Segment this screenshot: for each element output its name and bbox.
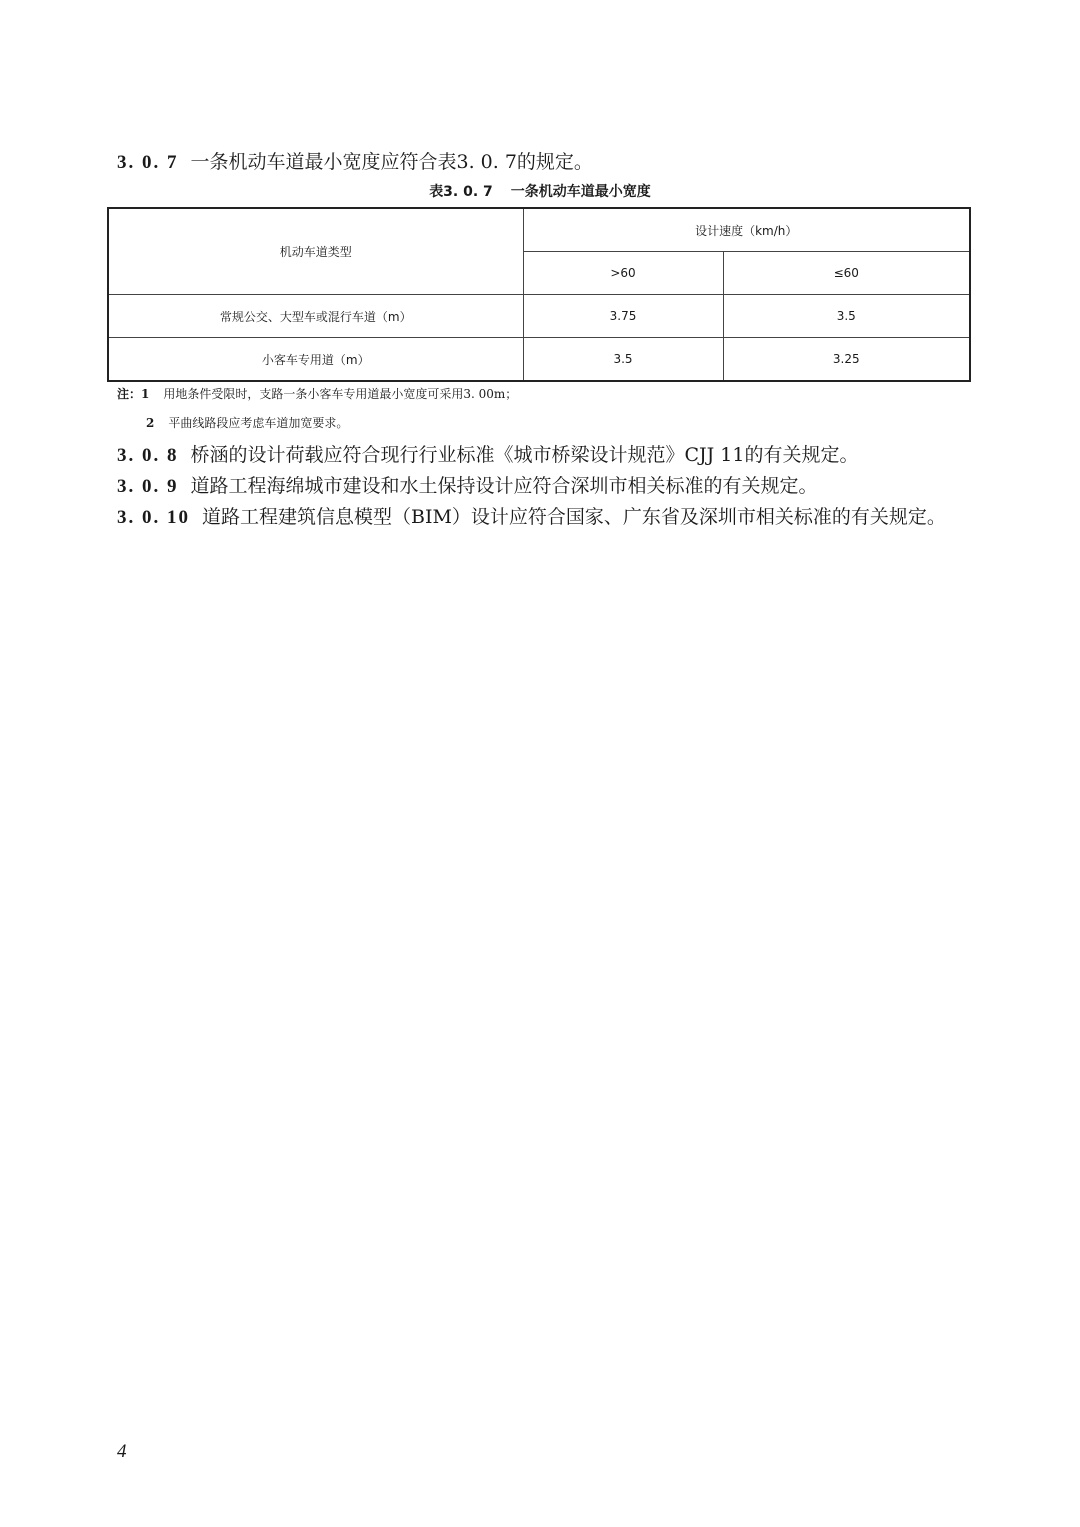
clause-number: 3. 0. 8 — [117, 445, 179, 466]
row-value: 3.5 — [723, 295, 970, 338]
note-number: 2 — [146, 416, 155, 430]
table-row — [108, 295, 970, 338]
clause-text: 道路工程建筑信息模型（BIM）设计应符合国家、广东省及深圳市相关标准的有关规定。 — [202, 506, 946, 528]
header-speed-col: ≤60 — [723, 252, 970, 295]
note-text: 用地条件受限时，支路一条小客车专用道最小宽度可采用3. 00m； — [163, 387, 518, 401]
table-caption-number: 表3. 0. 7 — [429, 184, 493, 200]
clause-3-0-9 — [117, 473, 818, 500]
note-label: 注： — [117, 387, 142, 401]
table-caption — [0, 182, 1080, 202]
row-value: 3.25 — [723, 338, 970, 382]
table-row — [108, 338, 970, 382]
table-note-1 — [117, 385, 517, 403]
clause-number: 3. 0. 9 — [117, 476, 179, 497]
clause-3-0-10 — [117, 504, 946, 531]
clause-text: 一条机动车道最小宽度应符合表3. 0. 7的规定。 — [190, 151, 593, 173]
clause-3-0-8 — [117, 442, 859, 469]
header-lane-type: 机动车道类型 — [108, 208, 523, 295]
clause-number: 3. 0. 7 — [117, 152, 179, 173]
table-note-2 — [146, 414, 348, 432]
row-lane-type: 小客车专用道（m） — [108, 338, 523, 382]
header-speed-col: >60 — [523, 252, 723, 295]
header-design-speed: 设计速度（km/h） — [523, 208, 970, 252]
table-caption-text: 一条机动车道最小宽度 — [510, 184, 651, 200]
note-text: 平曲线路段应考虑车道加宽要求。 — [168, 416, 349, 430]
clause-text: 桥涵的设计荷载应符合现行行业标准《城市桥梁设计规范》CJJ 11的有关规定。 — [190, 444, 859, 466]
row-value: 3.75 — [523, 295, 723, 338]
lane-width-table — [107, 207, 971, 382]
page-number: 4 — [117, 1441, 127, 1462]
row-lane-type: 常规公交、大型车或混行车道（m） — [108, 295, 523, 338]
table-header-row — [108, 208, 970, 252]
row-value: 3.5 — [523, 338, 723, 382]
clause-text: 道路工程海绵城市建设和水土保持设计应符合深圳市相关标准的有关规定。 — [190, 475, 818, 497]
clause-3-0-7 — [117, 149, 593, 176]
note-number: 1 — [141, 387, 150, 401]
clause-number: 3. 0. 10 — [117, 507, 190, 528]
